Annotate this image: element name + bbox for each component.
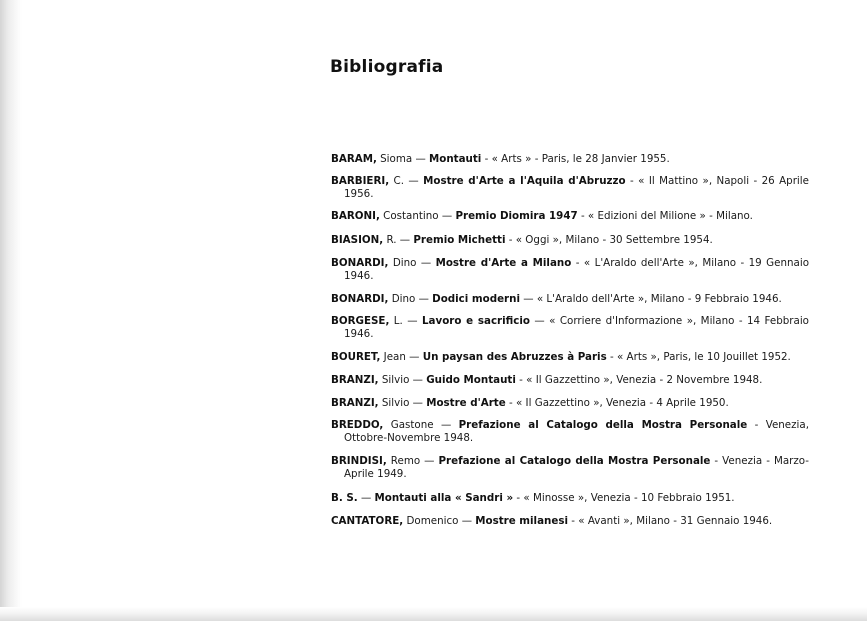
entry-author-rest: Silvio — [378, 397, 427, 409]
page-title: Bibliografia [330, 57, 444, 77]
entry-author: BARAM, [331, 153, 377, 165]
entry-author: B. S. [331, 492, 358, 504]
bibliography-entry [331, 374, 809, 387]
bibliography-entry [331, 455, 809, 481]
page-edge-shadow-left [0, 0, 22, 621]
entry-title: Prefazione al Catalogo della Mostra Personale [458, 419, 748, 431]
entry-author-rest: Silvio — [378, 374, 427, 386]
entry-title: Prefazione al Catalogo della Mostra Personale [438, 455, 711, 467]
entry-details: - « Arts » - Paris, le 28 Janvier 1955. [481, 153, 670, 165]
entry-title: Mostre d'Arte a Milano [435, 257, 572, 269]
entry-author-rest: Remo — [386, 455, 439, 467]
bibliography-entry [331, 234, 809, 247]
entry-author: CANTATORE, [331, 515, 404, 527]
entry-title: Mostre d'Arte a l'Aquila d'Abruzzo [423, 175, 626, 187]
bibliography-list [331, 153, 809, 528]
entry-title: Lavoro e sacrificio [421, 315, 530, 327]
bibliography-entry [331, 257, 809, 283]
entry-author-rest: R. — [383, 234, 414, 246]
entry-details: - Venezia - Marzo-Aprile 1949. [344, 455, 809, 480]
entry-details: — « Corriere d'Informazione », Milano - 14 Febbraio 1946. [344, 315, 809, 340]
entry-author: BRANZI, [331, 374, 379, 386]
entry-author: BONARDI, [331, 257, 389, 269]
entry-author: BOURET, [331, 351, 381, 363]
entry-title: Un paysan des Abruzzes à Paris [422, 351, 607, 363]
entry-author-rest: Dino — [388, 257, 436, 269]
entry-details: - « Il Gazzettino », Venezia - 4 Aprile 1950. [505, 397, 729, 409]
entry-author: BRANZI, [331, 397, 379, 409]
entry-author-rest: Dino — [388, 293, 433, 305]
entry-details: - « Il Mattino », Napoli - 26 Aprile 1956. [344, 175, 809, 200]
entry-title: Montauti [429, 153, 482, 165]
entry-author: BRINDISI, [331, 455, 387, 467]
bibliography-entry [331, 315, 809, 341]
entry-details: - « Oggi », Milano - 30 Settembre 1954. [505, 234, 713, 246]
entry-author-rest: Jean — [380, 351, 423, 363]
bibliography-entry [331, 210, 809, 223]
entry-title: Premio Michetti [413, 234, 506, 246]
bibliography-entry [331, 175, 809, 201]
entry-details: - « Minosse », Venezia - 10 Febbraio 1951. [513, 492, 735, 504]
entry-details: - « Edizioni del Milione » - Milano. [577, 210, 753, 222]
entry-author-rest: Sioma — [376, 153, 430, 165]
entry-author-rest: Domenico — [403, 515, 476, 527]
entry-author: BONARDI, [331, 293, 389, 305]
entry-title: Guido Montauti [426, 374, 516, 386]
entry-title: Mostre d'Arte [426, 397, 506, 409]
entry-author-rest: C. — [389, 175, 424, 187]
entry-author: BREDDO, [331, 419, 384, 431]
bibliography-entry [331, 397, 809, 410]
entry-title: Mostre milanesi [475, 515, 568, 527]
entry-author-rest: — [357, 492, 375, 504]
entry-author-rest: Gastone — [383, 419, 459, 431]
bibliography-entry [331, 293, 809, 306]
bibliography-entry [331, 492, 809, 505]
entry-title: Premio Diomira 1947 [455, 210, 578, 222]
entry-details: - « Avanti », Milano - 31 Gennaio 1946. [568, 515, 773, 527]
entry-details: - « Arts », Paris, le 10 Jouillet 1952. [606, 351, 791, 363]
bibliography-entry [331, 419, 809, 445]
entry-details: — « L'Araldo dell'Arte », Milano - 9 Febbraio 1946. [520, 293, 782, 305]
entry-author: BIASION, [331, 234, 384, 246]
entry-author-rest: Costantino — [379, 210, 456, 222]
entry-author: BARONI, [331, 210, 380, 222]
entry-details: - Venezia, Ottobre-Novembre 1948. [344, 419, 809, 444]
entry-author-rest: L. — [389, 315, 422, 327]
bibliography-entry [331, 515, 809, 528]
entry-details: - « L'Araldo dell'Arte », Milano - 19 Gennaio 1946. [344, 257, 809, 282]
bibliography-entry [331, 351, 809, 364]
entry-title: Montauti alla « Sandri » [374, 492, 514, 504]
bibliography-entry [331, 153, 809, 166]
entry-author: BORGESE, [331, 315, 390, 327]
page-edge-shadow-bottom [0, 607, 867, 621]
entry-author: BARBIERI, [331, 175, 390, 187]
entry-title: Dodici moderni [432, 293, 520, 305]
entry-details: - « Il Gazzettino », Venezia - 2 Novembre 1948. [515, 374, 763, 386]
